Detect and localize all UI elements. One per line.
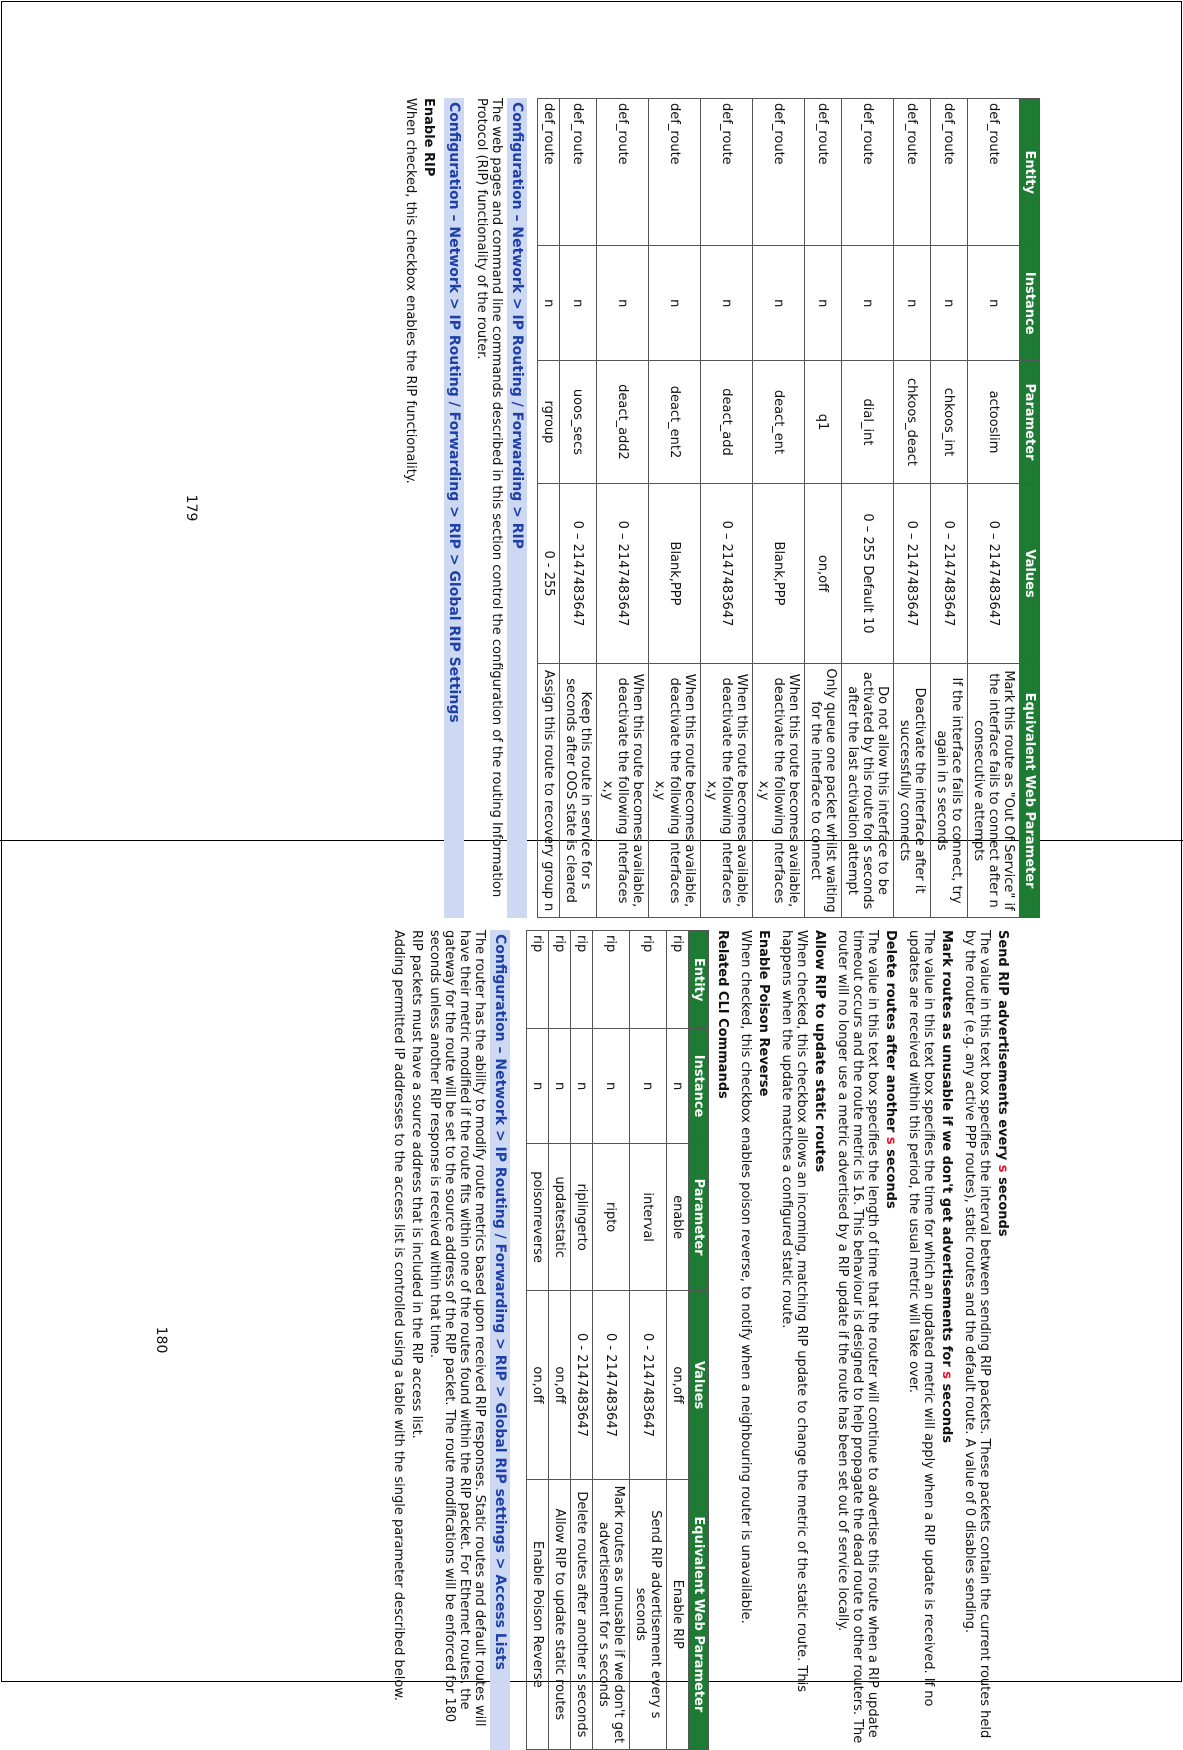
cell-web: Deactivate the interface after it successfully connects	[894, 664, 931, 918]
def-route-table	[537, 98, 1040, 918]
table-row	[549, 931, 571, 1750]
cell-values: 0 - 2147483647	[630, 1291, 667, 1479]
cell-web: If the interface fails to connect, try again in s seconds	[931, 664, 968, 918]
table-row	[667, 931, 689, 1750]
cell-entity: rip	[667, 931, 689, 1029]
table-row	[527, 931, 549, 1750]
send-rip-title: Send RIP advertisements every s seconds	[995, 930, 1010, 1237]
header-web-parameter: Equivalent Web Parameter	[1020, 664, 1040, 918]
table-row	[701, 99, 753, 918]
cell-web: When this route becomes available, deactivate the following interfaces x,y	[597, 664, 649, 918]
table-header-row	[1020, 99, 1040, 918]
rip-intro-text: The web pages and command line commands described in this section control the configuration of the routing Information Protocol (RIP) functionality of the router.	[474, 98, 504, 898]
cell-web: Mark this route as "Out Of Service" if the interface fails to connect after n consecutive attempts	[968, 664, 1020, 918]
cell-entity: def_route	[560, 99, 597, 246]
cell-entity: rip	[549, 931, 571, 1029]
cell-values: on,off	[667, 1291, 689, 1479]
cell-entity: def_route	[701, 99, 753, 246]
table-row	[571, 931, 593, 1750]
table-row	[753, 99, 805, 918]
cell-instance: n	[649, 246, 701, 361]
cell-parameter: actooslim	[968, 361, 1020, 484]
cell-instance: n	[753, 246, 805, 361]
cell-instance: n	[968, 246, 1020, 361]
table-row	[630, 931, 667, 1750]
cell-values: 0 - 255	[538, 483, 560, 663]
poison-reverse-text: When checked, this checkbox enables poison reverse, to notify when a neighbouring router is unavailable.	[738, 930, 753, 1624]
send-rip-text: The value in this text box specifies the interval between sending RIP packets. These packets contain the current routes held by the router (e.g. any active PPP routes), static routes and the default route. A value of 0 disables sending.	[962, 930, 992, 1739]
cell-web: Delete routes after another s seconds	[571, 1479, 593, 1749]
poison-reverse-title: Enable Poison Reverse	[756, 930, 771, 1097]
cell-parameter: chkoos_int	[931, 361, 968, 484]
access-lists-text-1: The router has the ability to modify route metrics based upon received RIP responses. Static routes and default routes will have their metric modified if the route fits within one of the routes found within the RIP packet. For Ethernet routes, the gateway for the route will be set to the source address of the RIP packet. The route modifications will be enforced for 180 seconds unless another RIP response is received within that time.	[427, 930, 487, 1727]
page-number: 180	[153, 1326, 169, 1354]
cell-parameter: rgroup	[538, 361, 560, 484]
cell-instance: n	[549, 1029, 571, 1144]
cell-entity: rip	[527, 931, 549, 1029]
header-parameter: Parameter	[1020, 361, 1040, 484]
cell-web: Send RIP advertisement every s seconds	[630, 1479, 667, 1749]
cell-parameter: deact_ent	[753, 361, 805, 484]
cell-parameter: dial_int	[842, 361, 894, 484]
cell-web: When this route becomes available, deactivate the following interfaces x,y	[753, 664, 805, 918]
cell-parameter: interval	[630, 1143, 667, 1290]
header-entity: Entity	[1020, 99, 1040, 246]
cell-web: When this route becomes available, deactivate the following interfaces x,y	[649, 664, 701, 918]
cell-instance: n	[593, 1029, 630, 1144]
cell-parameter: q1	[805, 361, 842, 484]
cell-entity: def_route	[894, 99, 931, 246]
delete-routes-text: The value in this text box specifies the length of time that the router will continue to advertise this route when a RIP update timeout occurs and the route metric is 16. This behaviour is designed to help propagate the dead route to other routers. The router will no longer use a metric advertised by a RIP update if the route has been set out of service locally.	[835, 930, 880, 1744]
table-row	[538, 99, 560, 918]
access-lists-text-3: Adding permitted IP addresses to the access list is controlled using a table with the single parameter described below.	[391, 930, 406, 1701]
cell-web: Assign this route to recovery group n	[538, 664, 560, 918]
cell-parameter: updatestatic	[549, 1143, 571, 1290]
mark-routes-title: Mark routes as unusable if we don't get advertisements for s seconds	[939, 930, 954, 1444]
cell-entity: def_route	[649, 99, 701, 246]
cell-instance: n	[597, 246, 649, 361]
cell-entity: rip	[593, 931, 630, 1029]
cell-values: on,off	[805, 483, 842, 663]
cell-values: 0 – 2147483647	[597, 483, 649, 663]
cell-entity: def_route	[805, 99, 842, 246]
allow-rip-text: When checked, this checkbox allows an incoming, matching RIP update to change the metric of the static route. This happens when the update matches a configured static route.	[779, 930, 809, 1692]
page-number: 179	[183, 494, 199, 522]
cell-instance: n	[701, 246, 753, 361]
cell-web: Enable Poison Reverse	[527, 1479, 549, 1749]
allow-rip-title: Allow RIP to update static routes	[812, 930, 827, 1173]
cell-values: 0 – 2147483647	[701, 483, 753, 663]
header-values: Values	[689, 1291, 709, 1479]
table-row	[968, 99, 1020, 918]
access-lists-text-2: RIP packets must have a source address that is included in the RIP access list.	[409, 930, 424, 1439]
rip-table-body	[527, 931, 689, 1750]
header-parameter: Parameter	[689, 1143, 709, 1290]
related-cli-title: Related CLI Commands	[715, 930, 730, 1099]
cell-web: Mark routes as unusable if we don't get advertisement for s seconds	[593, 1479, 630, 1749]
cell-web: When this route becomes available, deactivate the following interfaces x,y	[701, 664, 753, 918]
cell-values: on,off	[549, 1291, 571, 1479]
cell-parameter: riplingerto	[571, 1143, 593, 1290]
table-row	[805, 99, 842, 918]
cell-values: 0 - 2147483647	[571, 1291, 593, 1479]
cell-values: Blank,PPP	[649, 483, 701, 663]
header-web-parameter: Equivalent Web Parameter	[689, 1479, 709, 1749]
header-values: Values	[1020, 483, 1040, 663]
table-row	[894, 99, 931, 918]
cell-web: Allow RIP to update static routes	[549, 1479, 571, 1749]
section-heading-rip: Configuration – Network > IP Routing / Forwarding > RIP	[507, 98, 527, 918]
header-instance: Instance	[689, 1029, 709, 1144]
section-heading-global-rip: Configuration – Network > IP Routing / Forwarding > RIP > Global RIP Settings	[444, 98, 464, 918]
cell-values: on,off	[527, 1291, 549, 1479]
rip-table	[526, 930, 709, 1750]
cell-instance: n	[560, 246, 597, 361]
page-180	[0, 930, 1010, 1750]
table-row	[597, 99, 649, 918]
cell-parameter: deact_ent2	[649, 361, 701, 484]
cell-instance: n	[667, 1029, 689, 1144]
delete-routes-title: Delete routes after another s seconds	[883, 930, 898, 1209]
cell-values: Blank,PPP	[753, 483, 805, 663]
cell-instance: n	[931, 246, 968, 361]
cell-instance: n	[894, 246, 931, 361]
cell-parameter: deact_add	[701, 361, 753, 484]
enable-rip-title: Enable RIP	[421, 98, 436, 177]
cell-parameter: uoos_secs	[560, 361, 597, 484]
cell-web: Keep this route in service for s seconds after OOS state is cleared	[560, 664, 597, 918]
page-179	[0, 98, 1040, 918]
cell-entity: def_route	[931, 99, 968, 246]
cell-values: 0 – 2147483647	[894, 483, 931, 663]
cell-parameter: poisonreverse	[527, 1143, 549, 1290]
table-row	[593, 931, 630, 1750]
cell-entity: def_route	[753, 99, 805, 246]
header-instance: Instance	[1020, 246, 1040, 361]
cell-entity: rip	[630, 931, 667, 1029]
section-heading-access-lists: Configuration – Network > IP Routing / Forwarding > RIP > Global RIP settings > Access Lists	[490, 930, 510, 1750]
cell-entity: def_route	[597, 99, 649, 246]
cell-entity: def_route	[842, 99, 894, 246]
cell-parameter: ripto	[593, 1143, 630, 1290]
cell-instance: n	[630, 1029, 667, 1144]
mark-routes-text: The value in this text box specifies the time for which an updated metric will apply when a RIP update is received. If no updates are received within this period, the usual metric will take over.	[906, 930, 936, 1707]
table-row	[649, 99, 701, 918]
cell-entity: def_route	[968, 99, 1020, 246]
cell-values: 0 – 255 Default 10	[842, 483, 894, 663]
cell-entity: rip	[571, 931, 593, 1029]
def-route-table-body	[538, 99, 1020, 918]
header-entity: Entity	[689, 931, 709, 1029]
cell-entity: def_route	[538, 99, 560, 246]
table-row	[931, 99, 968, 918]
cell-values: 0 – 2147483647	[560, 483, 597, 663]
cell-parameter: deact_add2	[597, 361, 649, 484]
cell-instance: n	[527, 1029, 549, 1144]
cell-parameter: enable	[667, 1143, 689, 1290]
enable-rip-text: When checked, this checkbox enables the RIP functionality.	[403, 98, 418, 484]
table-row	[842, 99, 894, 918]
cell-instance: n	[842, 246, 894, 361]
cell-parameter: chkoos_deact	[894, 361, 931, 484]
table-header-row	[689, 931, 709, 1750]
cell-web: Enable RIP	[667, 1479, 689, 1749]
cell-instance: n	[805, 246, 842, 361]
table-row	[560, 99, 597, 918]
cell-web: Do not allow this interface to be activated by this route for s seconds after the last activation attempt	[842, 664, 894, 918]
cell-instance: n	[538, 246, 560, 361]
cell-values: 0 – 2147483647	[968, 483, 1020, 663]
cell-instance: n	[571, 1029, 593, 1144]
cell-values: 0 - 2147483647	[593, 1291, 630, 1479]
cell-web: Only queue one packet whilst waiting for the interface to connect	[805, 664, 842, 918]
cell-values: 0 – 2147483647	[931, 483, 968, 663]
